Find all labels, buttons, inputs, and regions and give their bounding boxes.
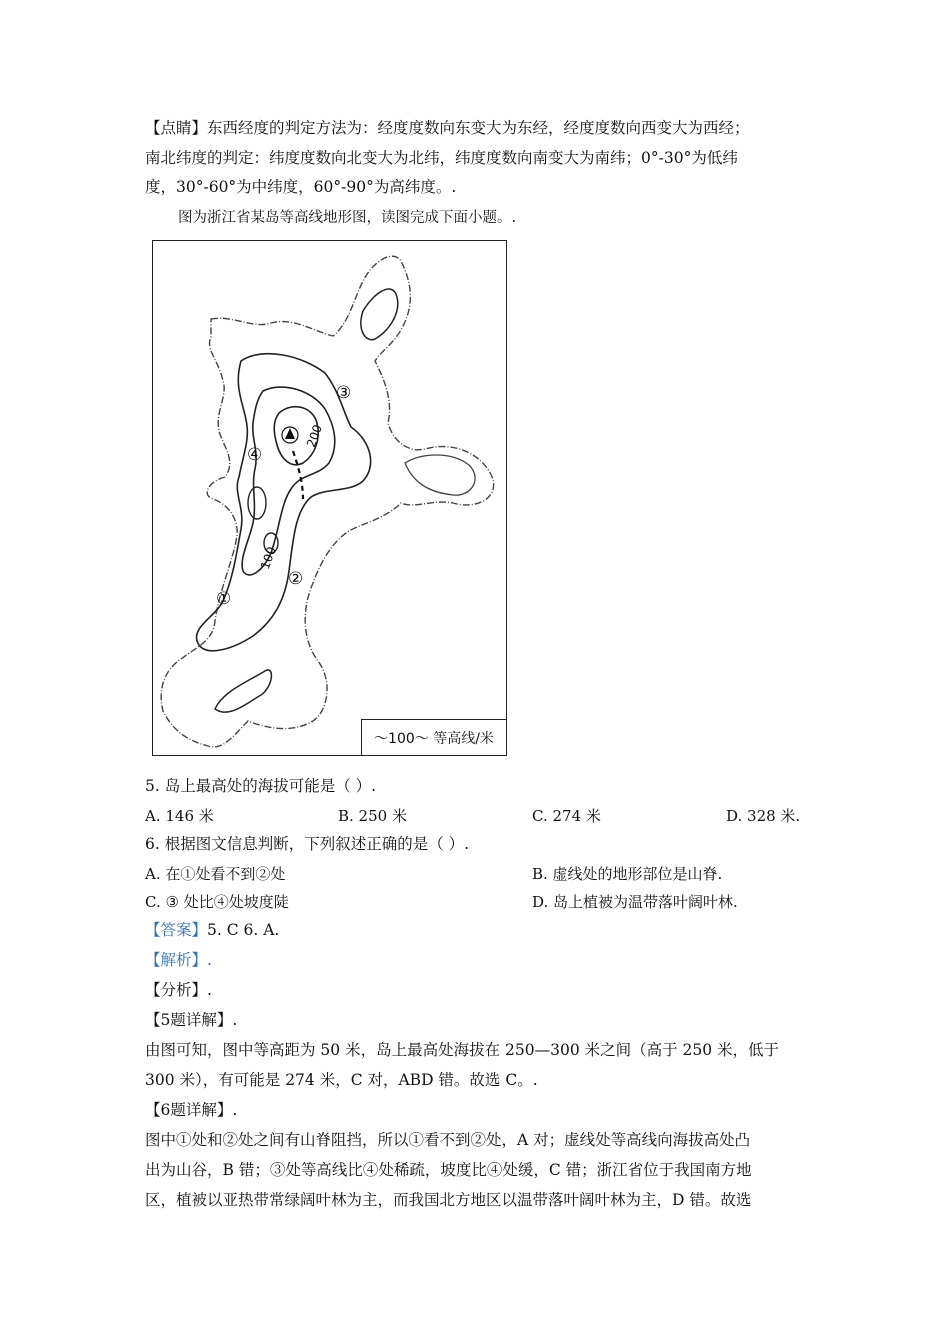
detail5-line-1: 由图可知，图中等高距为 50 米，岛上最高处海拔在 250—300 米之间（高于 250 米，低于 (145, 1041, 780, 1059)
map-label-1: ① (216, 589, 232, 609)
contour-label-200: 200 (303, 422, 325, 450)
q5-option-b: B. 250 米 (338, 807, 407, 825)
q5-option-c: C. 274 米 (532, 807, 601, 825)
map-label-3: ③ (336, 383, 352, 403)
peak-triangle-icon (285, 428, 295, 439)
contour-label-100: 100 (257, 544, 279, 572)
legend-text: ～100～ 等高线/米 (374, 730, 494, 747)
q6-stem: 6. 根据图文信息判断，下列叙述正确的是（ ）. (145, 835, 470, 853)
coastline (161, 256, 493, 747)
answer-label: 【答案】 (145, 921, 208, 939)
answer-line (145, 920, 279, 940)
tip-line-1: 【点睛】东西经度的判定方法为：经度度数向东变大为东经，经度度数向西变大为西经； (145, 119, 750, 137)
analysis-label: 【解析】. (145, 951, 212, 969)
detail6-line-3: 区，植被以亚热带常绿阔叶林为主，而我国北方地区以温带落叶阔叶林为主，D 错。故选 (145, 1191, 752, 1209)
east-bay (405, 455, 475, 495)
contour-map-drawing (153, 241, 505, 754)
q6-option-b: B. 虚线处的地形部位是山脊. (532, 865, 723, 883)
q6-option-a: A. 在①处看不到②处 (145, 865, 286, 883)
contour-south-blob (215, 670, 271, 712)
fenxi-label: 【分析】. (145, 981, 212, 999)
q6-option-c: C. ③ 处比④处坡度陡 (145, 893, 289, 911)
contour-150 (242, 387, 335, 575)
detail5-line-2: 300 米），有可能是 274 米，C 对，ABD 错。故选 C。. (145, 1071, 538, 1089)
detail6-line-2: 出为山谷，B 错；③处等高线比④处稀疏，坡度比④处缓，C 错；浙江省位于我国南方地 (145, 1161, 752, 1179)
map-label-4: ④ (247, 445, 263, 465)
q5-option-d: D. 328 米. (726, 807, 801, 825)
dashed-line (293, 451, 303, 499)
contour-small-1 (248, 487, 266, 519)
tip-line-3: 度，30°-60°为中纬度，60°-90°为高纬度。. (145, 178, 457, 196)
detail5-title: 【5题详解】. (145, 1011, 238, 1029)
map-label-2: ② (288, 569, 304, 589)
q5-option-a: A. 146 米 (145, 807, 214, 825)
detail6-title: 【6题详解】. (145, 1101, 238, 1119)
map-legend (361, 719, 506, 755)
q5-stem: 5. 岛上最高处的海拔可能是（ ）. (145, 777, 377, 795)
contour-north (361, 289, 398, 340)
intro-text: 图为浙江省某岛等高线地形图，读图完成下面小题。. (178, 210, 517, 226)
answer-text: 5. C 6. A. (207, 921, 280, 939)
detail6-line-1: 图中①处和②处之间有山脊阻挡，所以①看不到②处，A 对；虚线处等高线向海拔高处凸 (145, 1131, 751, 1149)
contour-map (152, 240, 507, 756)
tip-line-2: 南北纬度的判定：纬度度数向北变大为北纬，纬度度数向南变大为南纬；0°-30°为低纬 (145, 149, 738, 167)
q6-option-d: D. 岛上植被为温带落叶阔叶林. (532, 893, 738, 911)
